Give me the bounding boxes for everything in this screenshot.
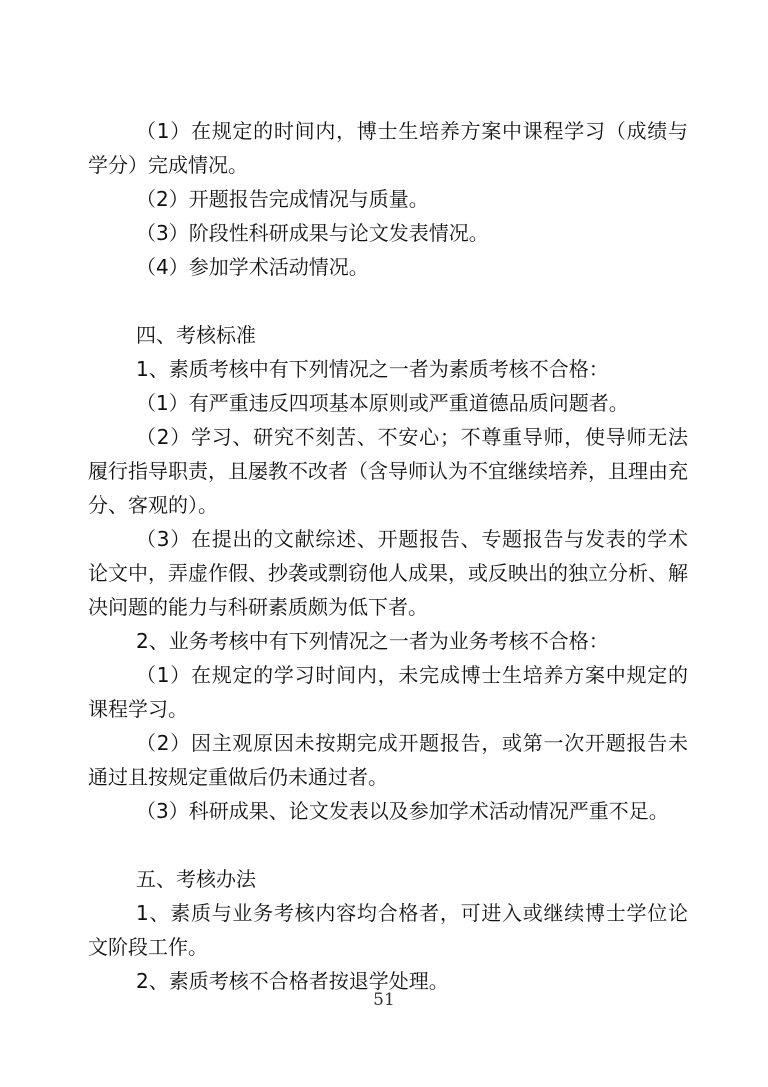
paragraph: （3）科研成果、论文发表以及参加学术活动情况严重不足。 [136,799,669,823]
paragraph: 1、素质考核中有下列情况之一者为素质考核不合格： [136,357,609,381]
paragraph: （1）有严重违反四项基本原则或严重道德品质问题者。 [136,391,629,415]
paragraph: （2）开题报告完成情况与质量。 [136,187,429,211]
paragraph: （3）在提出的文献综述、开题报告、专题报告与发表的学术论文中，弄虚作假、抄袭或剽窃他人成果，或反映出的独立分析、解决问题的能力与科研素质颇为低下者。 [88,527,688,619]
paragraph: （1）在规定的时间内，博士生培养方案中课程学习（成绩与学分）完成情况。 [88,119,688,177]
paragraph: （3）阶段性科研成果与论文发表情况。 [136,221,489,245]
paragraph: （1）在规定的学习时间内，未完成博士生培养方案中规定的课程学习。 [88,663,688,721]
section-heading: 四、考核标准 [136,323,256,347]
paragraph: （4）参加学术活动情况。 [136,255,369,279]
paragraph: 1、素质与业务考核内容均合格者，可进入或继续博士学位论文阶段工作。 [88,901,688,959]
paragraph: 2、素质考核不合格者按退学处理。 [136,969,449,993]
paragraph: （2）因主观原因未按期完成开题报告，或第一次开题报告未通过且按规定重做后仍未通过者。 [88,731,688,789]
paragraph: 2、业务考核中有下列情况之一者为业务考核不合格： [136,629,609,653]
document-body [88,114,688,998]
section-heading: 五、考核办法 [136,867,256,891]
spacer [88,828,688,862]
spacer [88,284,688,318]
page-number: 51 [373,990,395,1010]
paragraph: （2）学习、研究不刻苦、不安心；不尊重导师，使导师无法履行指导职责，且屡教不改者（含导师认为不宜继续培养，且理由充分、客观的）。 [88,425,688,517]
